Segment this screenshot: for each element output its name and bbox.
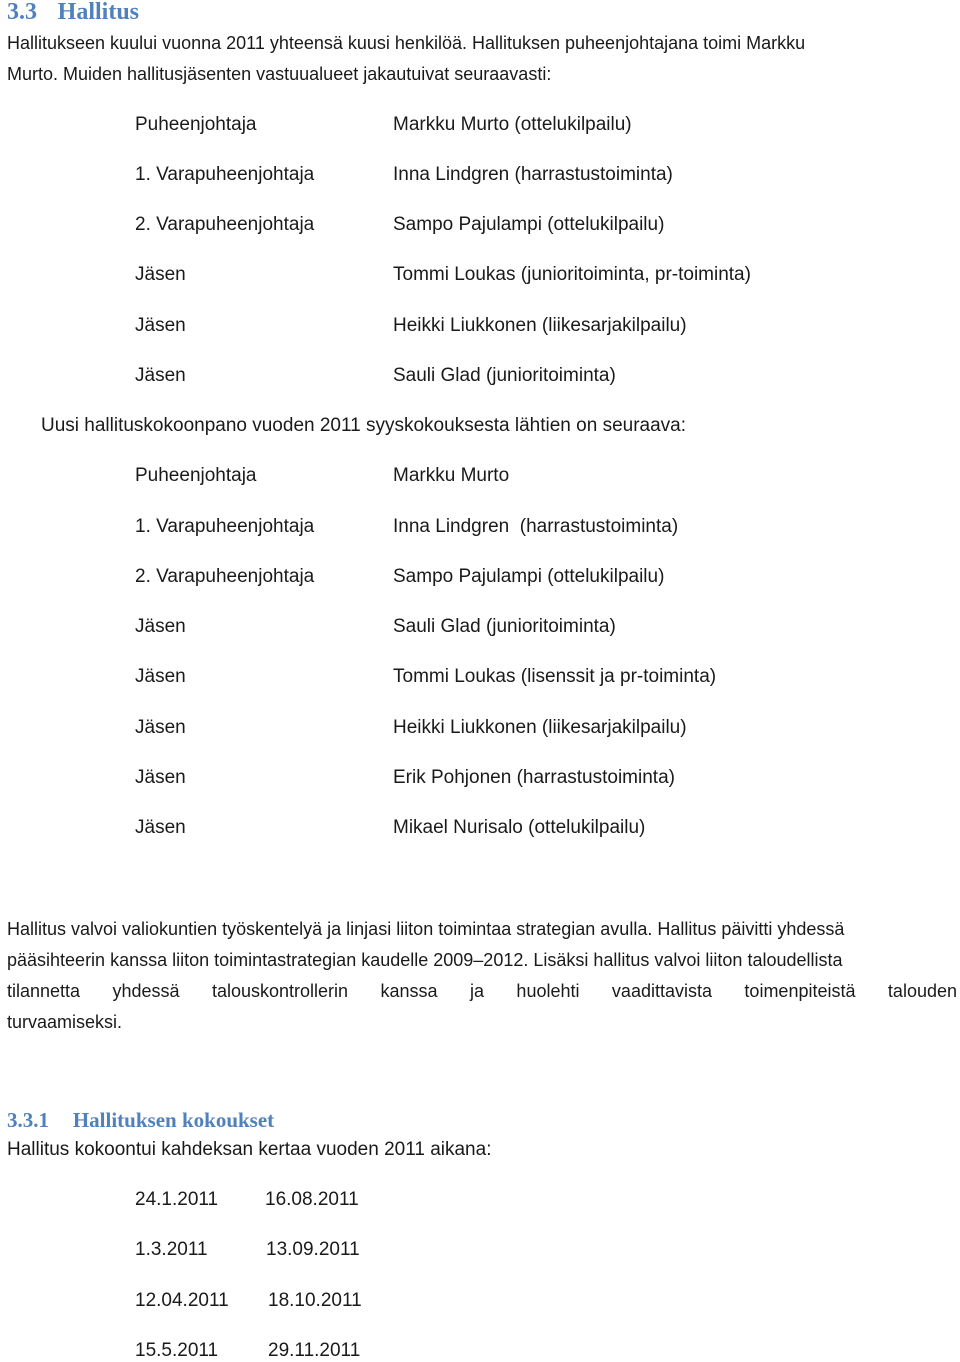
meeting-date: 15.5.2011 <box>135 1340 219 1361</box>
meeting-date: 18.10.2011 <box>268 1290 362 1311</box>
summary-line-3: tilannetta yhdessä talouskontrollerin kanssa ja huolehti vaadittavista toimenpiteistä talouden <box>7 981 957 1001</box>
meetings-intro: Hallitus kokoontui kahdeksan kertaa vuoden 2011 aikana: <box>7 1139 492 1160</box>
intro-line-1: Hallitukseen kuului vuonna 2011 yhteensä kuusi henkilöä. Hallituksen puheenjohtajana toimi Markku <box>7 33 806 53</box>
subsection-number: 3.3.1 <box>7 1108 49 1132</box>
section-title: Hallitus <box>57 0 140 25</box>
role-label: Jäsen <box>135 365 186 386</box>
member-name: Markku Murto (ottelukilpailu) <box>393 114 632 135</box>
member-name: Sauli Glad (junioritoiminta) <box>393 365 616 386</box>
meeting-date: 1.3.2011 <box>135 1239 208 1260</box>
role-label: Jäsen <box>135 817 186 838</box>
role-label: Jäsen <box>135 315 186 336</box>
subsection-title: Hallituksen kokoukset <box>72 1108 275 1132</box>
member-name: Inna Lindgren (harrastustoiminta) <box>393 164 673 185</box>
subsection-heading <box>7 1108 274 1133</box>
role-label: Puheenjohtaja <box>135 114 257 135</box>
member-name: Sampo Pajulampi (ottelukilpailu) <box>393 214 665 235</box>
summary-line-1: Hallitus valvoi valiokuntien työskentelyä ja linjasi liiton toimintaa strategian avulla. Hallitus päivitti yhdessä <box>7 919 845 939</box>
member-name: Sauli Glad (junioritoiminta) <box>393 616 616 637</box>
role-label: 2. Varapuheenjohtaja <box>135 214 315 235</box>
new-board-intro: Uusi hallituskokoonpano vuoden 2011 syyskokouksesta lähtien on seuraava: <box>41 415 687 436</box>
role-label: Jäsen <box>135 717 186 738</box>
member-name: Mikael Nurisalo (ottelukilpailu) <box>393 817 646 838</box>
member-name: Tommi Loukas (lisenssit ja pr-toiminta) <box>393 666 717 687</box>
member-name: Inna Lindgren (harrastustoiminta) <box>393 516 679 537</box>
summary-line-4: turvaamiseksi. <box>7 1012 123 1032</box>
role-label: Jäsen <box>135 616 186 637</box>
role-label: Puheenjohtaja <box>135 465 257 486</box>
role-label: 1. Varapuheenjohtaja <box>135 164 315 185</box>
meeting-date: 12.04.2011 <box>135 1290 229 1311</box>
section-number: 3.3 <box>7 0 37 25</box>
intro-paragraph <box>7 28 957 90</box>
role-label: 2. Varapuheenjohtaja <box>135 566 315 587</box>
member-name: Sampo Pajulampi (ottelukilpailu) <box>393 566 665 587</box>
role-label: Jäsen <box>135 767 186 788</box>
meeting-date: 29.11.2011 <box>268 1340 361 1361</box>
member-name: Markku Murto <box>393 465 510 486</box>
section-heading <box>7 0 139 26</box>
summary-paragraph <box>7 914 957 1038</box>
summary-line-2: pääsihteerin kanssa liiton toimintastrategian kaudelle 2009–2012. Lisäksi hallitus valvoi liiton taloudellista <box>7 950 843 970</box>
meeting-date: 16.08.2011 <box>265 1189 359 1210</box>
intro-line-2: Murto. Muiden hallitusjäsenten vastuualueet jakautuivat seuraavasti: <box>7 64 552 84</box>
meeting-date: 13.09.2011 <box>266 1239 360 1260</box>
member-name: Heikki Liukkonen (liikesarjakilpailu) <box>393 717 687 738</box>
role-label: Jäsen <box>135 264 186 285</box>
role-label: 1. Varapuheenjohtaja <box>135 516 315 537</box>
member-name: Tommi Loukas (junioritoiminta, pr-toiminta) <box>393 264 751 285</box>
role-label: Jäsen <box>135 666 186 687</box>
meeting-date: 24.1.2011 <box>135 1189 219 1210</box>
member-name: Erik Pohjonen (harrastustoiminta) <box>393 767 675 788</box>
member-name: Heikki Liukkonen (liikesarjakilpailu) <box>393 315 687 336</box>
